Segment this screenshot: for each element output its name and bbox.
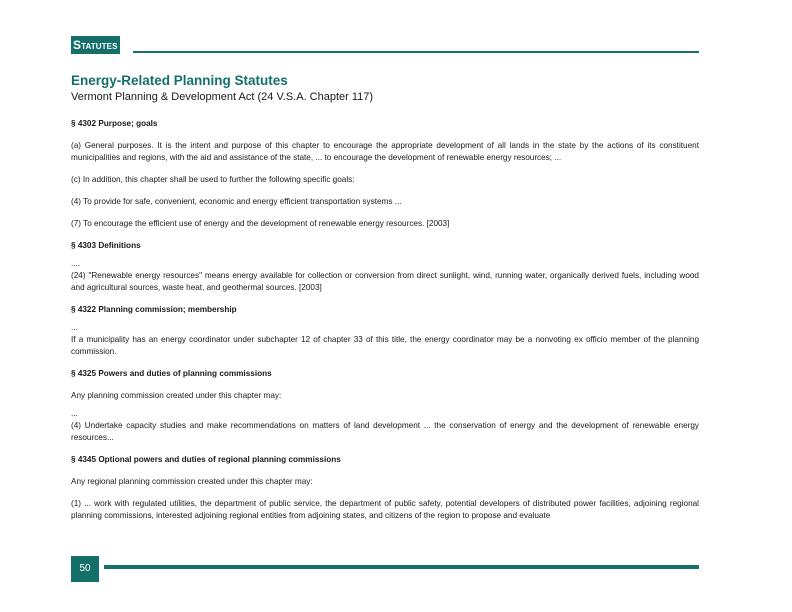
footer-divider [104, 565, 699, 569]
section-heading: § 4303 Definitions [71, 241, 141, 250]
statute-paragraph: If a municipality has an energy coordinator under subchapter 12 of chapter 33 of this title, the energy coordinator may be a nonvoting ex officio member of the planning commission. [71, 335, 699, 356]
section-heading: § 4302 Purpose; goals [71, 119, 158, 128]
statute-paragraph: (4) Undertake capacity studies and make recommendations on matters of land development ... the conservation of energy and the development of renewable energy resources... [71, 421, 699, 442]
statute-paragraph: (4) To provide for safe, convenient, economic and energy efficient transportation systems ... [71, 197, 402, 206]
statute-intro: Any planning commission created under this chapter may: [71, 391, 282, 400]
section-heading: § 4345 Optional powers and duties of regional planning commissions [71, 455, 341, 464]
statute-paragraph: (c) In addition, this chapter shall be used to further the following specific goals: [71, 175, 355, 184]
statute-paragraph: (24) "Renewable energy resources" means energy available for collection or conversion from direct sunlight, wind, running water, organically derived fuels, including wood and agricultural sources, waste heat, and geothermal sources. [2003] [71, 271, 699, 292]
section-tab: Statutes [73, 38, 118, 52]
statute-paragraph: (1) ... work with regulated utilities, the department of public service, the department of public safety, potential developers of distributed power facilities, adjoining regional planning commissions, interested adjoining regional entities from adjoining states, and citizens of the region to propose and evaluate [71, 499, 699, 520]
statute-intro: Any regional planning commission created under this chapter may: [71, 477, 313, 486]
statute-paragraph: (a) General purposes. It is the intent and purpose of this chapter to encourage the appropriate development of all lands in the state by the actions of its constituent municipalities and regions, with the aid and assistance of the state, ... to encourage the development of renewable energy resources; ... [71, 141, 699, 162]
page-subtitle: Vermont Planning & Development Act (24 V.S.A. Chapter 117) [71, 91, 374, 103]
section-heading: § 4325 Powers and duties of planning commissions [71, 369, 272, 378]
ellipsis-line: ... [71, 409, 78, 418]
page-number: 50 [71, 556, 99, 582]
statute-paragraph: (7) To encourage the efficient use of energy and the development of renewable energy resources. [2003] [71, 219, 450, 228]
header-divider [133, 51, 699, 53]
ellipsis-line: .... [71, 259, 81, 268]
statute-content [71, 118, 699, 522]
ellipsis-line: ... [71, 323, 78, 332]
page-title: Energy-Related Planning Statutes [71, 73, 288, 88]
section-heading: § 4322 Planning commission; membership [71, 305, 237, 314]
